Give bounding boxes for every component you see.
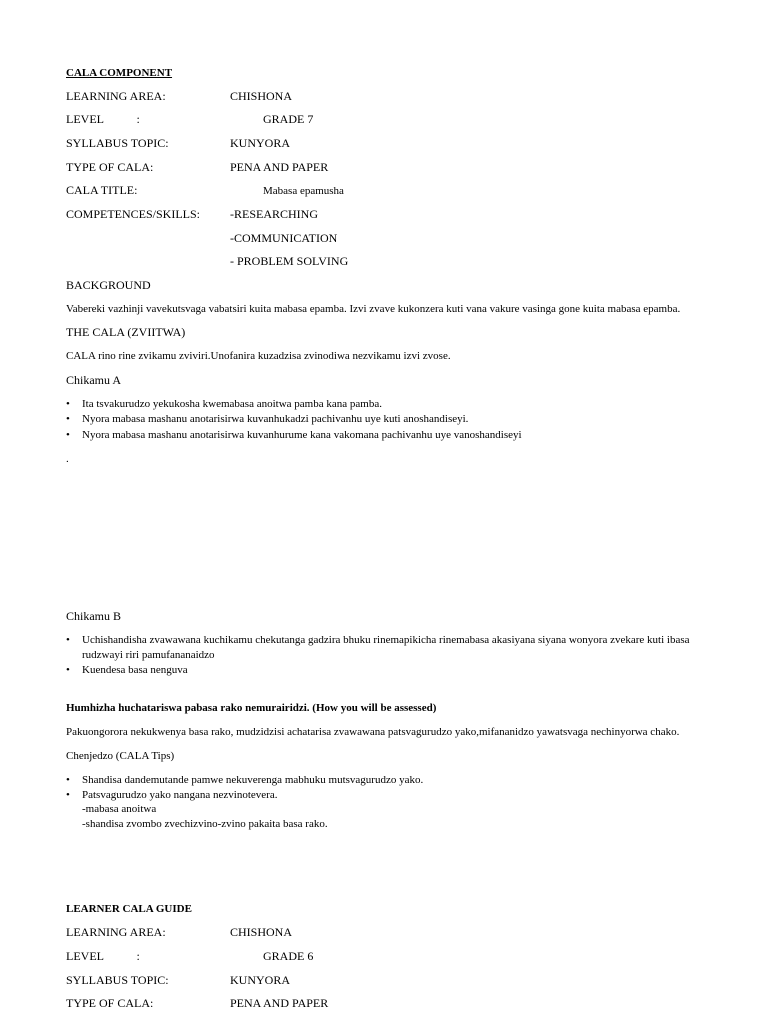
bullet-icon: • bbox=[66, 774, 70, 786]
field-label: LEARNING AREA: bbox=[66, 89, 166, 103]
list-item: Patsvagurudzo yako nangana nezvinotevera. bbox=[82, 789, 278, 801]
field-label: TYPE OF CALA: bbox=[66, 996, 154, 1010]
field-value: CHISHONA bbox=[230, 925, 293, 939]
field-label: SYLLABUS TOPIC: bbox=[66, 973, 169, 987]
field-label: LEARNING AREA: bbox=[66, 925, 166, 939]
skill-item: - PROBLEM SOLVING bbox=[230, 254, 349, 268]
field-value: CHISHONA bbox=[230, 89, 293, 103]
bullet-icon: • bbox=[66, 398, 70, 410]
field-value: KUNYORA bbox=[230, 973, 290, 987]
field-value: -RESEARCHING bbox=[230, 207, 319, 221]
skill-item: -COMMUNICATION bbox=[230, 231, 338, 245]
field-label: TYPE OF CALA: bbox=[66, 160, 154, 174]
field-value: Mabasa epamusha bbox=[263, 185, 344, 197]
field-label: CALA TITLE: bbox=[66, 183, 138, 197]
field-label: SYLLABUS TOPIC: bbox=[66, 136, 169, 150]
stray-dot: . bbox=[66, 453, 69, 465]
cala-component-heading: CALA COMPONENT bbox=[66, 67, 173, 79]
field-label: COMPETENCES/SKILLS: bbox=[66, 207, 201, 221]
bullet-icon: • bbox=[66, 664, 70, 676]
field-value: PENA AND PAPER bbox=[230, 160, 329, 174]
chikamu-b-heading: Chikamu B bbox=[66, 609, 122, 623]
list-item: Ita tsvakurudzo yekukosha kwemabasa anoitwa pamba kana pamba. bbox=[82, 398, 382, 410]
tips-heading: Chenjedzo (CALA Tips) bbox=[66, 750, 175, 762]
list-item: Nyora mabasa mashanu anotarisirwa kuvanhukadzi pachivanhu uye kuti anoshandiseyi. bbox=[82, 413, 469, 425]
field-value: KUNYORA bbox=[230, 136, 290, 150]
list-item: Uchishandisha zvawawana kuchikamu chekutanga gadzira bhuku rinemapikicha rinemabasa akasiyana siyana wonyora zvekare kuti ibasa rudzwayi riri pamufananaidzo bbox=[82, 634, 690, 661]
sub-list-item: -mabasa anoitwa bbox=[82, 803, 157, 815]
bullet-icon: • bbox=[66, 413, 70, 425]
chikamu-a-heading: Chikamu A bbox=[66, 373, 122, 387]
the-cala-heading: THE CALA (ZVIITWA) bbox=[66, 325, 186, 339]
learner-cala-guide-heading: LEARNER CALA GUIDE bbox=[66, 903, 192, 915]
field-label: LEVEL : bbox=[66, 949, 140, 963]
list-item: Nyora mabasa mashanu anotarisirwa kuvanhurume kana vakomana pachivanhu uye vanoshandiseyi bbox=[82, 429, 522, 441]
sub-list-item: -shandisa zvombo zvechizvino-zvino pakaita basa rako. bbox=[82, 818, 328, 830]
field-label: LEVEL : bbox=[66, 112, 140, 126]
list-item: Kuendesa basa nenguva bbox=[82, 664, 188, 676]
background-heading: BACKGROUND bbox=[66, 278, 151, 292]
the-cala-text: CALA rino rine zvikamu zviviri.Unofanira kuzadzisa zvinodiwa nezvikamu izvi zvose. bbox=[66, 350, 451, 362]
assessment-heading: Humhizha huchatariswa pabasa rako nemurairidzi. (How you will be assessed) bbox=[66, 702, 437, 714]
field-value: GRADE 6 bbox=[263, 949, 314, 963]
assessment-text: Pakuongorora nekukwenya basa rako, mudzidzisi achatarisa zvawawana patsvagurudzo yako,mifananidzo yawatsvaga nechinyorwa chako. bbox=[66, 726, 680, 738]
field-value: PENA AND PAPER bbox=[230, 996, 329, 1010]
list-item: Shandisa dandemutande pamwe nekuverenga mabhuku mutsvagurudzo yako. bbox=[82, 774, 424, 786]
bullet-icon: • bbox=[66, 634, 70, 646]
background-text: Vabereki vazhinji vavekutsvaga vabatsiri kuita mabasa epamba. Izvi zvave kukonzera kuti vana vakure vasinga gone kuita mabasa epamba. bbox=[66, 303, 681, 315]
bullet-icon: • bbox=[66, 789, 70, 801]
bullet-icon: • bbox=[66, 429, 70, 441]
field-value: GRADE 7 bbox=[263, 112, 314, 126]
